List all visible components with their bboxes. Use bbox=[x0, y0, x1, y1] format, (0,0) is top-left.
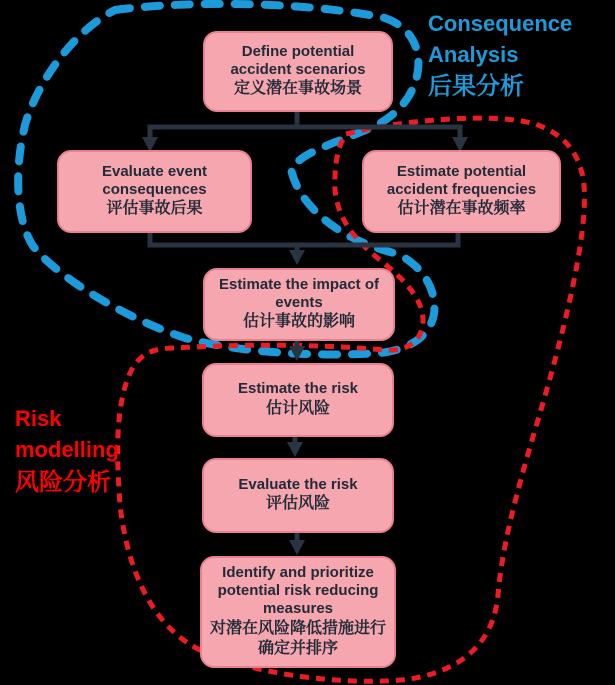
box-text-en: Estimate the risk bbox=[237, 380, 359, 398]
box-text-en: Estimate the impact of events bbox=[218, 275, 380, 312]
box-text-en: Evaluate event consequences bbox=[101, 162, 208, 199]
box-text-en: Estimate potential accident frequencies bbox=[386, 162, 537, 199]
label-text-en: Risk modelling bbox=[15, 406, 119, 462]
box-text-en: Define potential accident scenarios bbox=[230, 42, 366, 79]
risk-modelling-label bbox=[15, 404, 140, 499]
box-text-zh: 估计事故的影响 bbox=[242, 313, 355, 331]
consequence-analysis-label bbox=[428, 8, 613, 105]
box-text-zh: 对潜在风险降低措施进行确定并排序 bbox=[209, 619, 386, 658]
box-text-zh: 评估风险 bbox=[265, 495, 330, 513]
box-text-en: Identify and prioritize potential risk reducing measures bbox=[217, 563, 379, 618]
flow-box-define-scenarios bbox=[203, 31, 393, 112]
box-text-zh: 估计风险 bbox=[265, 399, 330, 417]
flow-box-identify-measures bbox=[200, 556, 396, 668]
label-text-zh: 风险分析 bbox=[15, 468, 111, 496]
box-text-zh: 定义潜在事故场景 bbox=[233, 80, 362, 98]
arrow-to-identify-measures bbox=[289, 540, 305, 555]
box-text-en: Evaluate the risk bbox=[238, 475, 358, 493]
flow-box-estimate-risk bbox=[202, 363, 394, 437]
arrow-to-evaluate-risk bbox=[287, 442, 303, 457]
label-text-en: Consequence Analysis bbox=[428, 11, 573, 68]
flow-box-estimate-impact bbox=[203, 268, 395, 341]
box-text-zh: 估计潜在事故频率 bbox=[397, 200, 526, 218]
flow-box-evaluate-consequences bbox=[57, 150, 252, 233]
flow-box-evaluate-risk bbox=[202, 458, 394, 533]
arrow-to-estimate-impact bbox=[289, 250, 305, 265]
box-text-zh: 评估事故后果 bbox=[106, 200, 203, 218]
flow-box-estimate-frequencies bbox=[362, 150, 561, 233]
label-text-zh: 后果分析 bbox=[428, 73, 524, 101]
